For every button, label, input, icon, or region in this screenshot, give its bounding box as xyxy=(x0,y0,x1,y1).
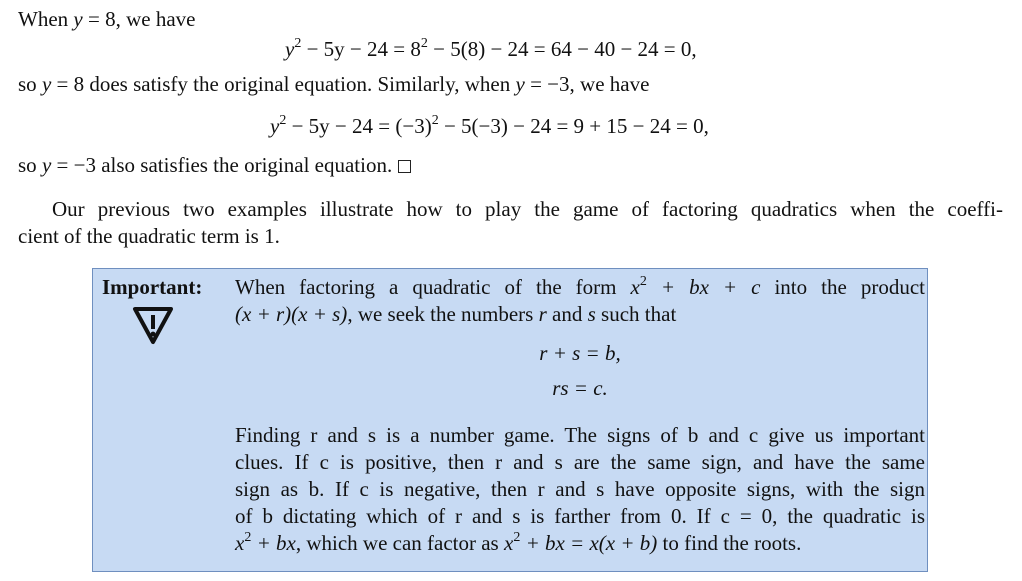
important-para-line-4: of b dictating which of r and s is farther from 0. If c = 0, the quadratic is xyxy=(235,504,925,528)
important-line-2: (x + r)(x + s), we seek the numbers r and s such that xyxy=(235,302,677,326)
important-para-line-3: sign as b. If c is negative, then r and s have opposite signs, with the sign xyxy=(235,477,925,501)
equation-product: rs = c. xyxy=(552,376,608,400)
text-line-when-y-8: When y = 8, we have xyxy=(18,7,196,31)
qed-square-icon xyxy=(398,160,411,173)
text-line-also-satisfies: so y = −3 also satisfies the original equation. xyxy=(18,152,411,179)
important-content xyxy=(235,274,925,557)
equation-y-equals-8: $y^2 - 5y - 24 = 8^2 - 5(8) - 24 = 64 - 40 - 24 = 0$, xyxy=(285,36,697,61)
important-para-line-1: Finding r and s is a number game. The signs of b and c give us important xyxy=(235,423,925,447)
important-para-line-5: $x^2$ + bx, which we can factor as $x^2$ + bx = x(x + b) to find the roots. xyxy=(235,530,802,555)
important-callout-box xyxy=(92,268,928,572)
warning-icon xyxy=(131,306,175,346)
equation-sum: r + s = b, xyxy=(539,341,621,365)
important-line-1: When factoring a quadratic of the form $x^2$ + bx + c into the product xyxy=(235,274,925,299)
important-label: Important: xyxy=(102,275,203,299)
important-para-line-2: clues. If c is positive, then r and s are the same sign, and have the same xyxy=(235,450,925,474)
text-line-similarly: so y = 8 does satisfy the original equation. Similarly, when y = −3, we have xyxy=(18,72,650,96)
paragraph-previous-examples: Our previous two examples illustrate how to play the game of factoring quadratics when the coeffi- cient of the quadratic term is 1. xyxy=(18,197,1003,248)
equation-y-equals-minus-3: $y^2 - 5y - 24 = (-3)^2 - 5(-3) - 24 = 9 + 15 - 24 = 0$, xyxy=(270,113,709,138)
